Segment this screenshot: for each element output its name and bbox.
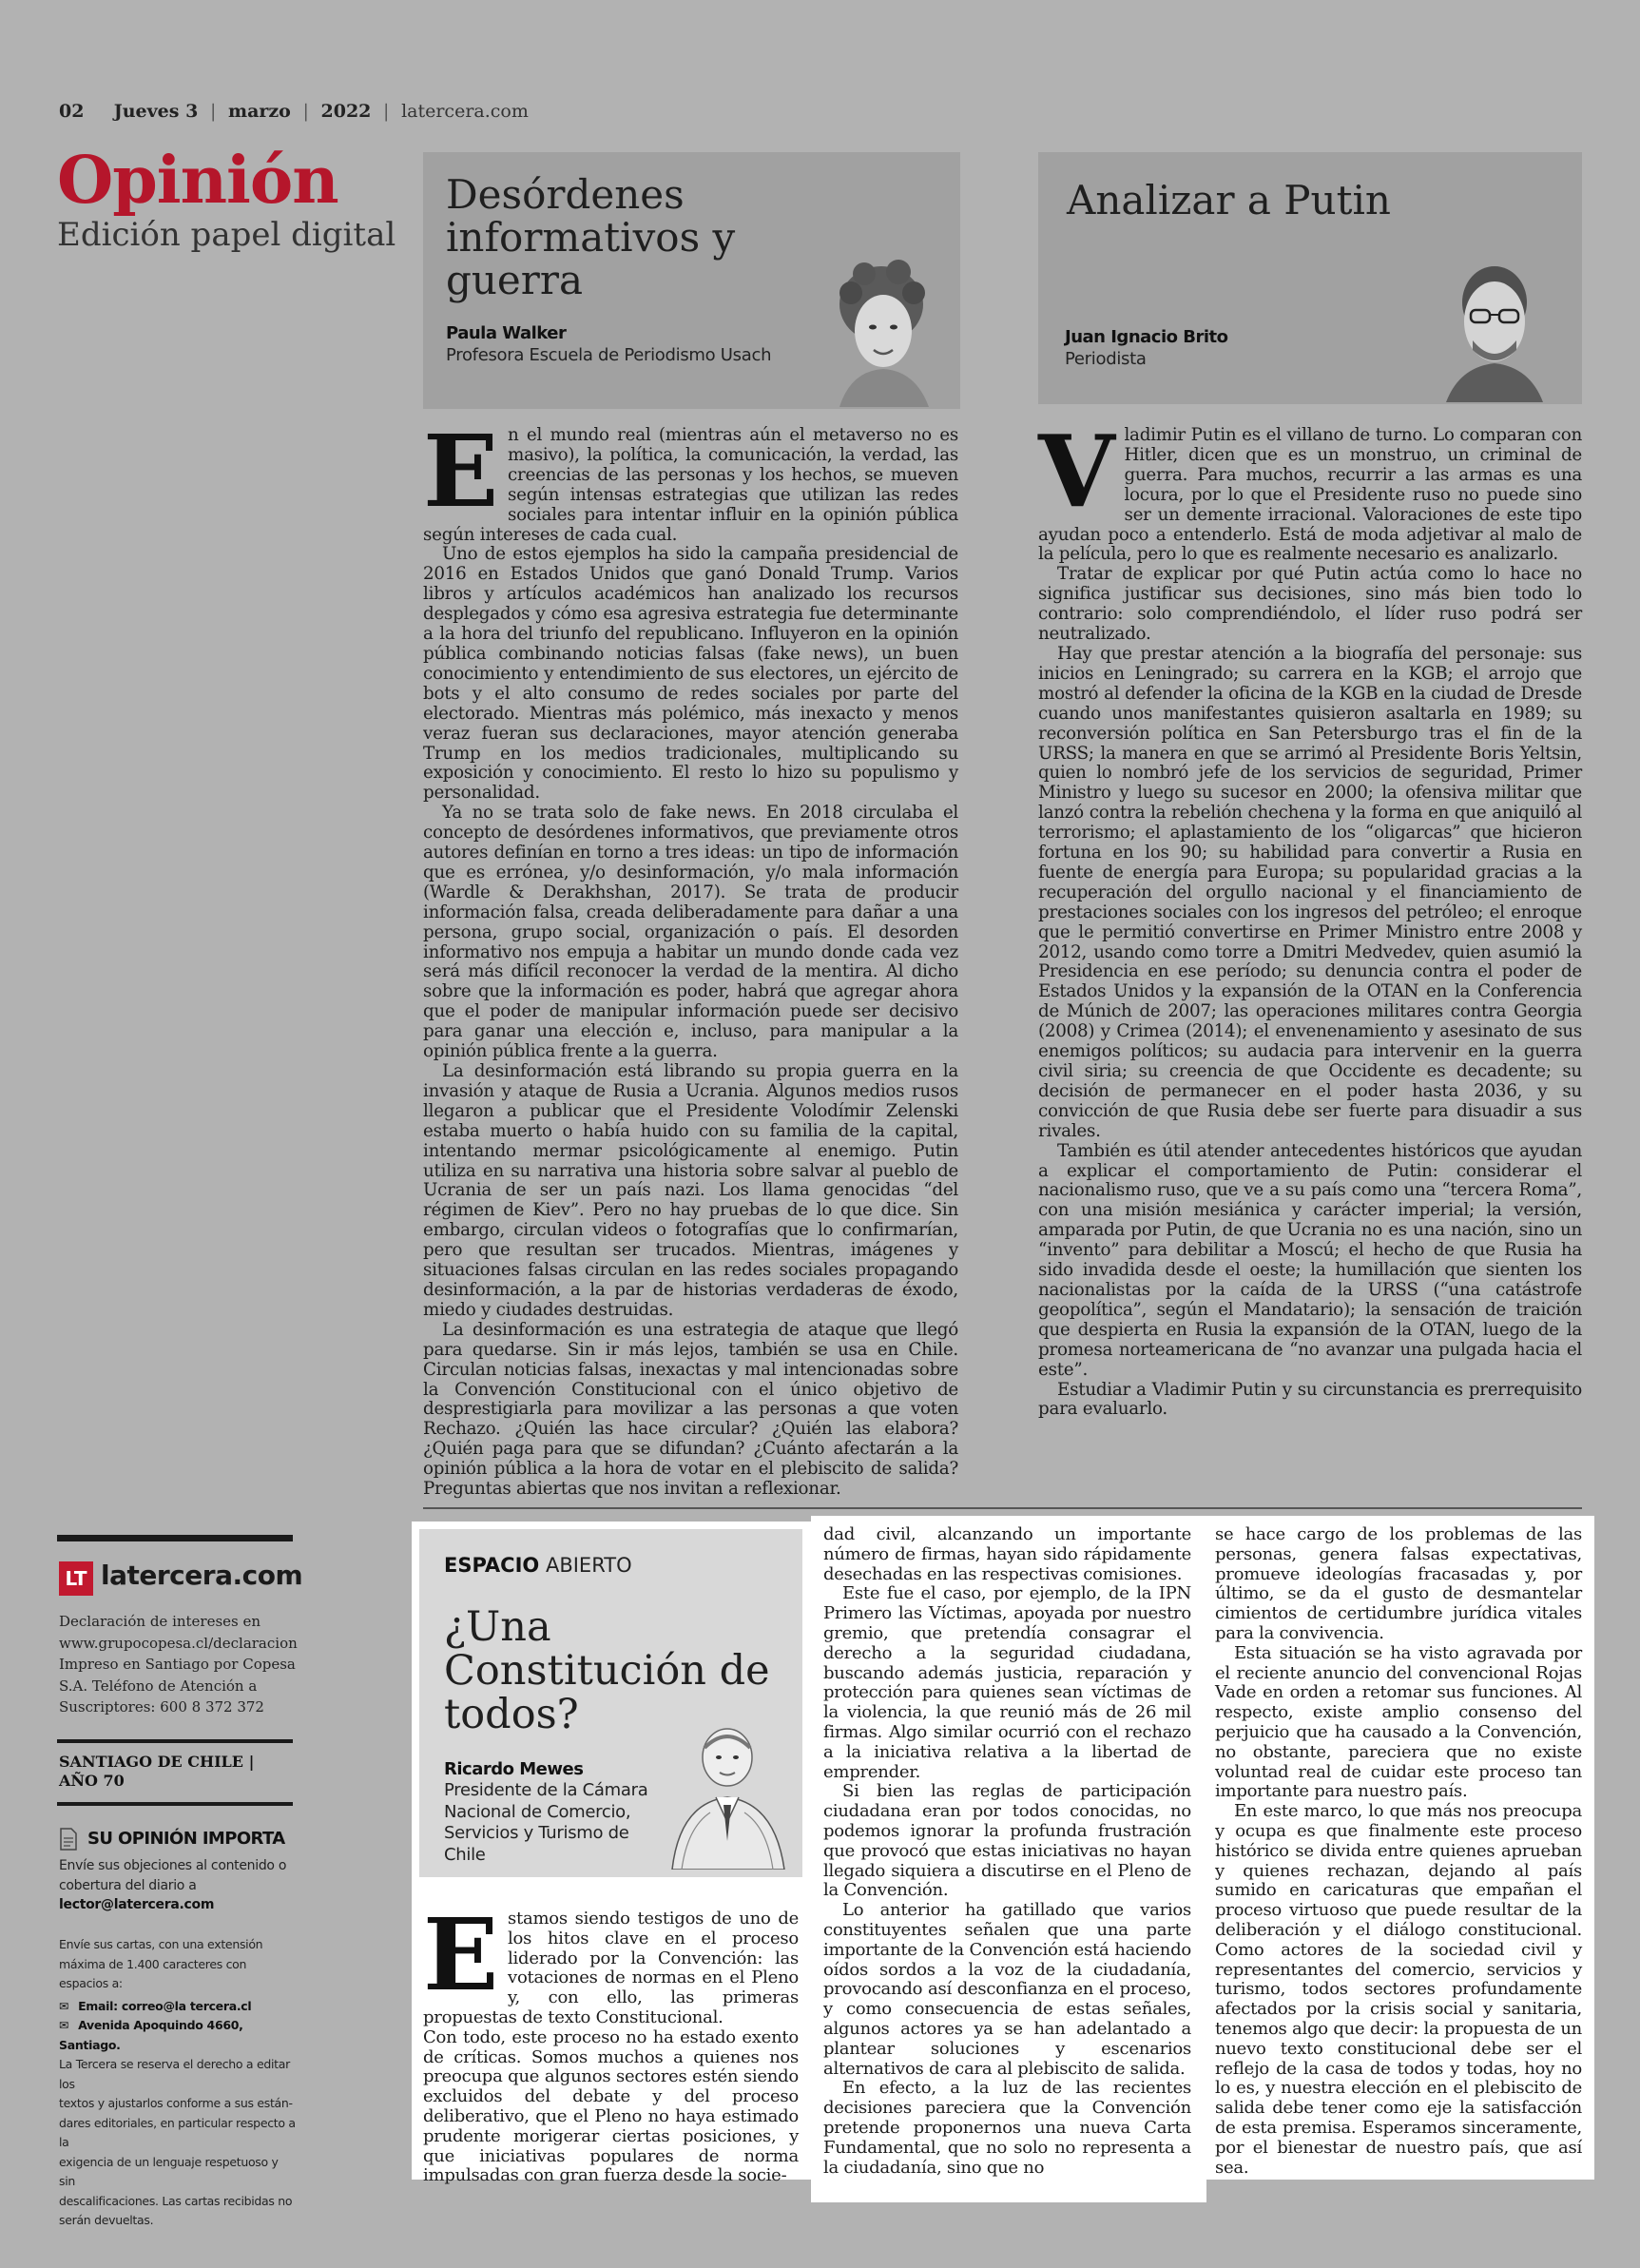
sidebar-opinion-text: Envíe sus objeciones al contenido o cobertura del diario a lector@latercera.com bbox=[59, 1856, 297, 1915]
article1-dropcap: E bbox=[423, 413, 499, 530]
article1-body bbox=[423, 413, 958, 1500]
reader-email-link[interactable]: lector@latercera.com bbox=[59, 1897, 215, 1912]
espacio-abierto-paragraph: Lo anterior ha gatillado que varios constituyentes señalen que una parte importante de la Convención está haciendo oídos sordos a la voz de la ciudadanía, provocando así desconfianza en el proceso, y como consecuencia de estas señales, algunos actores ya se han adelantado a plantear soluciones y escenarios alternativos de cara al plebiscito de salida. bbox=[823, 1900, 1191, 2079]
espacio-abierto-author-role: Presidente de la Cámara Nacional de Comercio, Servicios y Turismo de Chile bbox=[444, 1780, 648, 1865]
sidebar-city-year: SANTIAGO DE CHILE | AÑO 70 bbox=[59, 1753, 255, 1790]
article2-paragraph: Tratar de explicar por qué Putin actúa como lo hace no significa justificar sus decisiones, sino más bien todo lo contrario: solo comprendiéndolo, el líder ruso podrá ser neutralizado. bbox=[1038, 564, 1582, 645]
sidebar-site-link[interactable]: latercera.com bbox=[101, 1560, 303, 1591]
section-title: Opinión bbox=[57, 143, 338, 219]
espacio-abierto-paragraph: Estamos siendo testigos de uno de los hitos clave en el proceso liderado por la Convención: las votaciones de normas en el Pleno y, con ello, las primeras propuestas de texto Constitucional. bbox=[423, 1896, 799, 2027]
espacio-abierto-header-box bbox=[419, 1529, 802, 1877]
article1-paragraph: La desinformación está librando su propia guerra en la invasión y ataque de Rusia a Ucrania. Algunos medios rusos llegaron a publicar que el Presidente Volodímir Zelenski estaba muerto o había huido con su familia de la capital, intentando mermar psicológicamente al enemigo. Putin utiliza en su narrativa una historia sobre salvar al pueblo de Ucrania de ser un país nazi. Los llama genocidas “del régimen de Kiev”. Pero no hay pruebas de lo que dice. Sin embargo, circulan videos o fotografías que lo confirmarían, pero que resultan ser trucados. Mientras, imágenes y situaciones falsas circulan en las redes sociales propagando desinformación, a la par de historias verdaderas de éxodo, miedo y ciudades destruidas. bbox=[423, 1061, 958, 1320]
espacio-abierto-paragraph: se hace cargo de los problemas de las personas, genera falsas expectativas, promueve ideologías fracasadas y, por último, se da el gusto de desmantelar cimientos de certidumbre jurídica vitales para la convivencia. bbox=[1215, 1524, 1582, 1643]
letters-email-link[interactable]: Email: correo@la tercera.cl bbox=[78, 1998, 252, 2013]
section-subtitle: Edición papel digital bbox=[57, 216, 396, 254]
article1-header-box bbox=[423, 152, 960, 409]
mail-icon: ✉ bbox=[59, 1998, 69, 2013]
issue-year: 2022 bbox=[320, 101, 372, 122]
espacio-abierto-paragraph: Esta situación se ha visto agravada por el reciente anuncio del convencional Rojas Vade en orden a retomar sus funciones. Al respecto, existe amplio consenso del perjuicio que ha causado a la Convención, no obstante, pareciera que no existe voluntad real de cuidar este proceso tan importante para nuestro país. bbox=[1215, 1642, 1582, 1802]
article2-dropcap: V bbox=[1038, 413, 1115, 530]
sidebar-letters-info: Envíe sus cartas, con una extensión máxima de 1.400 caracteres con espacios a: ✉ Email: correo@la tercera.cl ✉ Avenida Apoquindo 4660, Santiago. La Tercera se reserva el derecho a editar los textos y ajustarlos conforme a sus están- dares editoriales, en particular respecto a la exigencia de un lenguaje respetuoso y sin descalificaciones. Las cartas recibidas no serán devueltas. bbox=[59, 1937, 296, 2227]
espacio-abierto-label: ESPACIO ABIERTO bbox=[444, 1554, 632, 1577]
site-name: latercera.com bbox=[401, 101, 529, 122]
article2-title: Analizar a Putin bbox=[1067, 177, 1391, 223]
issue-month: marzo bbox=[227, 101, 291, 122]
sidebar-disclosure: Declaración de intereses en www.grupocopesa.cl/declaracion Impreso en Santiago por Copesa S.A. Teléfono de Atención a Suscriptores: 600 8 372 372 bbox=[59, 1613, 298, 1716]
article2-body bbox=[1038, 413, 1582, 1420]
postal-icon: ✉ bbox=[59, 2018, 69, 2032]
article1-author: Paula Walker bbox=[446, 323, 567, 343]
article2-paragraph: Vladimir Putin es el villano de turno. Lo comparan con Hitler, dicen que es un monstruo, un criminal de guerra. Para muchos, recurrir a las armas es una locura, por lo que el Presidente ruso no puede sino ser un demente irracional. Valoraciones de este tipo ayudan poco a entenderlo. Está de moda adjetivar al malo de la película, pero lo que es realmente necesario es analizarlo. bbox=[1038, 413, 1582, 565]
espacio-abierto-paragraph: En efecto, a la luz de las recientes decisiones pareciera que la Convención pretende proponernos una nueva Carta Fundamental, que no solo no representa a la ciudadanía, sino que no bbox=[823, 2078, 1191, 2178]
author-portrait-ricardo-mewes bbox=[659, 1717, 792, 1870]
article1-paragraph: La desinformación es una estrategia de ataque que llegó para quedarse. Sin ir más lejos, también se usa en Chile. Circulan noticias falsas, inexactas y mal intencionadas sobre la Convención Constitucional con el único objetivo de desprestigiarla para movilizar a las personas a que voten Rechazo. ¿Quién las hace circular? ¿Quién las elabora? ¿Quién paga para que se difundan? ¿Cuánto afectarán a la opinión pública a la hora de votar en el plebiscito de salida? Preguntas abiertas que nos invitan a reflexionar. bbox=[423, 1319, 958, 1500]
article1-paragraph: Uno de estos ejemplos ha sido la campaña presidencial de 2016 en Estados Unidos que ganó Donald Trump. Varios libros y artículos académicos han analizado los recursos desplegados y cómo esa agresiva estrategia fue determinante a la hora del triunfo del republicano. Influyeron en la opinión pública combinando noticias falsas (fake news), un buen conocimiento y entendimiento de sus electores, un ejército de bots y el alto consumo de redes sociales por parte del electorado. Mientras más polémico, más inexacto y menos veraz fueran sus declaraciones, mayor atención generaba Trump en los medios tradicionales, multiplicando su exposición y conocimiento. El resto lo hizo su populismo y personalidad. bbox=[423, 544, 958, 804]
author-portrait-paula-walker bbox=[832, 255, 936, 407]
espacio-abierto-column-2 bbox=[823, 1525, 1191, 2178]
document-icon bbox=[59, 1828, 78, 1851]
issue-day: Jueves 3 bbox=[113, 101, 199, 122]
espacio-abierto-dropcap: E bbox=[423, 1896, 499, 2013]
article1-paragraph: En el mundo real (mientras aún el metaverso no es masivo), la política, la comunicación, la verdad, las creencias de las personas y los hechos, se mueven según intensas estrategias que utilizan las redes sociales para intentar influir en la opinión pública según intereses de cada cual. bbox=[423, 413, 958, 545]
page-folio: 02 Jueves 3 | marzo | 2022 | latercera.com bbox=[59, 101, 529, 122]
article2-paragraph: También es útil atender antecedentes históricos que ayudan a explicar el comportamiento de Putin: considerar el nacionalismo ruso, que ve a su país como una “tercera Roma”, con una misión mesiánica y carácter imperial; la versión, amparada por Putin, de que Ucrania no es una nación, sino un “invento” para debilitar a Moscú; el hecho de que Rusia ha sido invadida desde el oeste; la humillación que sienten los nacionalistas por la caída de la URSS (“una catástrofe geopolítica”, según el Mandatario); la sensación de traición que despierta en Rusia la expansión de la OTAN, luego de la promesa norteamericana de “no avanzar una pulgada hacia el este”. bbox=[1038, 1140, 1582, 1380]
espacio-abierto-paragraph: Este fue el caso, por ejemplo, de la IPN Primero las Víctimas, apoyada por nuestro gremio, que pretendía consagrar el derecho a la seguridad ciudadana, buscando además justicia, reparación y protección para quienes sean víctimas de la violencia, la que reunió más de 26 mil firmas. Algo similar ocurrió con el rechazo a la iniciativa relativa a la libertad de emprender. bbox=[823, 1583, 1191, 1782]
la-tercera-logo: LT bbox=[59, 1561, 93, 1596]
espacio-abierto-paragraph: dad civil, alcanzando un importante número de firmas, hayan sido rápidamente desechadas en las respectivas comisiones. bbox=[823, 1524, 1191, 1584]
article1-paragraph: Ya no se trata solo de fake news. En 2018 circulaba el concepto de desórdenes informativos, que previamente otros autores definían en torno a tres ideas: un tipo de información que es errónea, y/o desinformación, y/o mala información (Wardle & Derakhshan, 2017). Se trata de producir información falsa, creada deliberadamente para dañar a una persona, grupo social, organización o país. El desorden informativo nos empuja a habitar un mundo donde cada vez será más difícil reconocer la verdad de la mentira. Al dicho sobre que la información es poder, habrá que agregar ahora que el poder de manipular información puede ser decisivo para ganar una elección e, incluso, para manipular a la opinión pública frente a la guerra. bbox=[423, 803, 958, 1062]
article2-paragraph: Hay que prestar atención a la biografía del personaje: sus inicios en Leningrado; su carrera en la KGB; el arrojo que mostró al defender la oficina de la KGB en la ciudad de Dresde cuando unos manifestantes quisieron asaltarla en 1989; su reconversión política en San Petersburgo tras el fin de la URSS; la manera en que se arrimó al Presidente Boris Yeltsin, quien lo nombró jefe de los servicios de seguridad, Primer Ministro y luego su sucesor en 2000; la ofensiva militar que lanzó contra la rebelión chechena y la forma en que aniquiló al terrorismo; el aplastamiento de los “oligarcas” que hicieron fortuna en los 90; su habilidad para convertir a Rusia en fuente de energía para Europa; su popularidad gracias a la recuperación del orgullo nacional y el financiamiento de prestaciones sociales con los ingresos del petróleo; el enroque que le permitió convertirse en Primer Ministro entre 2008 y 2012, usando como torre a Dmitri Medvedev, quien asumió la Presidencia en ese período; su denuncia contra el poder de Estados Unidos y la expansión de la OTAN en la Conferencia de Múnich de 2007; las operaciones militares contra Georgia (2008) y Crimea (2014); el envenenamiento y asesinato de sus enemigos políticos; su audacia para intervenir en la guerra civil siria; su creencia de que Occidente es decadente; su decisión de permanecer en el poder hasta 2036, y su convicción de que Rusia debe ser fuerte para disuadir a sus rivales. bbox=[1038, 643, 1582, 1141]
section-divider bbox=[423, 1507, 1582, 1509]
article2-author: Juan Ignacio Brito bbox=[1065, 327, 1228, 347]
page-number: 02 bbox=[59, 101, 85, 122]
espacio-abierto-title: ¿Una Constitución de todos? bbox=[444, 1603, 770, 1738]
article2-header-box bbox=[1038, 152, 1582, 404]
author-portrait-juan-ignacio-brito bbox=[1442, 255, 1547, 402]
sidebar-top-bar bbox=[57, 1535, 293, 1541]
article2-paragraph: Estudiar a Vladimir Putin y su circunstancia es prerrequisito para evaluarlo. bbox=[1038, 1379, 1582, 1420]
sidebar-divider bbox=[57, 1739, 293, 1743]
espacio-abierto-author: Ricardo Mewes bbox=[444, 1759, 584, 1779]
espacio-abierto-column-3 bbox=[1215, 1525, 1582, 2178]
espacio-abierto-column-1 bbox=[423, 1896, 799, 2186]
sidebar-opinion-heading: SU OPINIÓN IMPORTA bbox=[87, 1829, 285, 1849]
article2-author-role: Periodista bbox=[1065, 349, 1147, 369]
letters-address: Avenida Apoquindo 4660, Santiago. bbox=[59, 2018, 243, 2052]
espacio-abierto-paragraph: En este marco, lo que más nos preocupa y ocupa es que finalmente este proceso histórico se divida entre quienes aprueban y quienes rechazan, dejando al país sumido en caricaturas que empañan el proceso virtuoso que puede resultar de la deliberación y el diálogo constitucional. Como actores de la sociedad civil y representantes del comercio, servicios y turismo, todos sectores profundamente afectados por la crisis social y sanitaria, tenemos algo que decir: la propuesta de un nuevo texto constitucional debe ser el reflejo de la casa de todos y todas, hoy no lo es, y nuestra elección en el plebiscito de salida debe tener como eje la satisfacción de esta premisa. Esperamos sinceramente, por el bienestar de nuestro país, que así sea. bbox=[1215, 1801, 1582, 2178]
espacio-abierto-paragraph: Si bien las reglas de participación ciudadana eran por todos conocidas, no podemos ignorar la profunda frustración que provocó que estas iniciativas no hayan llegado siquiera a discutirse en el Pleno de la Convención. bbox=[823, 1781, 1191, 1901]
article1-author-role: Profesora Escuela de Periodismo Usach bbox=[446, 345, 772, 365]
sidebar-divider bbox=[57, 1802, 293, 1806]
espacio-abierto-paragraph: Con todo, este proceso no ha estado exento de críticas. Somos muchos a quienes nos preocupa que algunos sectores estén siendo excluidos del debate y del proceso deliberativo, que el Pleno no haya estimado prudente morigerar ciertas posiciones, y que iniciativas populares de norma impulsadas con gran fuerza desde la socie- bbox=[423, 2026, 799, 2186]
article1-title: Desórdenes informativos y guerra bbox=[446, 171, 736, 303]
